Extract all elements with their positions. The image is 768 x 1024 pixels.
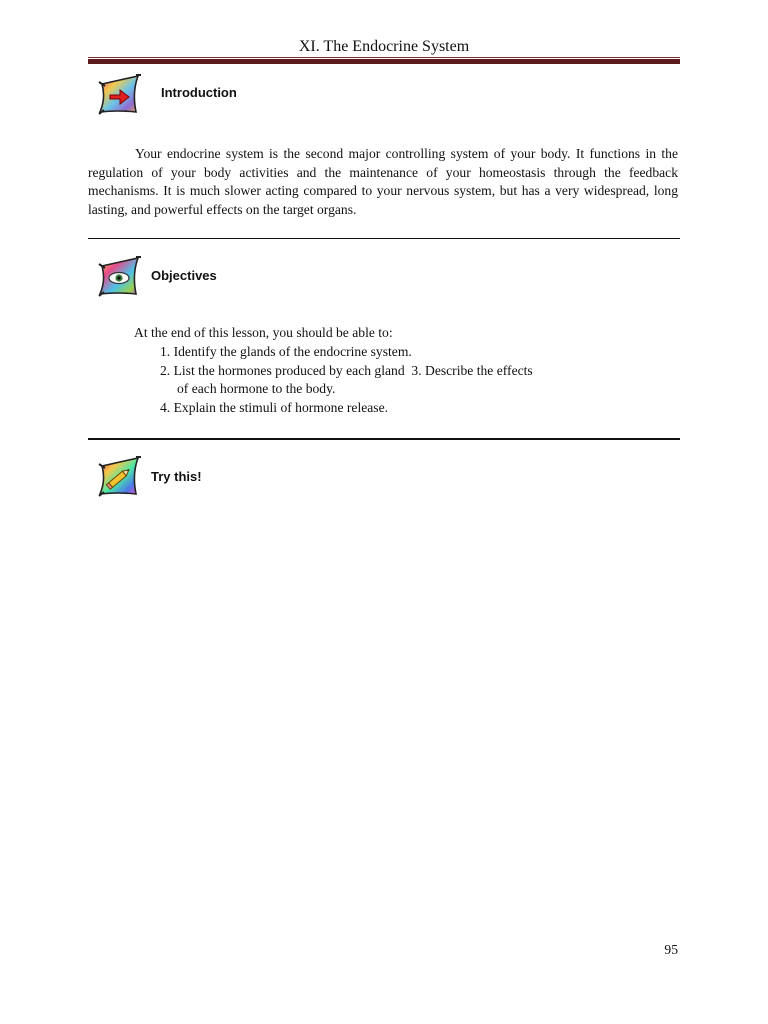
page-number: 95 (664, 942, 678, 957)
objectives-list (160, 343, 600, 417)
objective-item: 2. List the hormones produced by each gland 3. Describe the effects (160, 362, 533, 378)
objectives-lead: At the end of this lesson, you should be able to: (134, 325, 393, 340)
objective-item: 4. Explain the stimuli of hormone release. (160, 399, 389, 415)
title-rule (88, 59, 680, 64)
introduction-paragraph: Your endocrine system is the second major controlling system of your body. It functions in the regulation of your body activities and the maintenance of your homeostasis through the feedback mechanisms. It is much slower acting compared to your nervous system, but has a very widespread, long lasting, and powerful effects on the target organs. (88, 146, 678, 217)
objective-item: 1. Identify the glands of the endocrine system. (160, 344, 412, 359)
objectives-heading: Objectives (151, 268, 217, 283)
section-divider (88, 238, 680, 239)
arrow-pennant-icon (96, 74, 142, 116)
pencil-pennant-icon (96, 456, 142, 498)
page-title: XI. The Endocrine System (298, 38, 470, 55)
try-this-heading: Try this! (151, 469, 202, 484)
introduction-heading: Introduction (161, 85, 237, 100)
objective-item-continuation: of each hormone to the body. (177, 381, 336, 396)
eye-pennant-icon (96, 256, 142, 298)
section-divider (88, 438, 680, 440)
